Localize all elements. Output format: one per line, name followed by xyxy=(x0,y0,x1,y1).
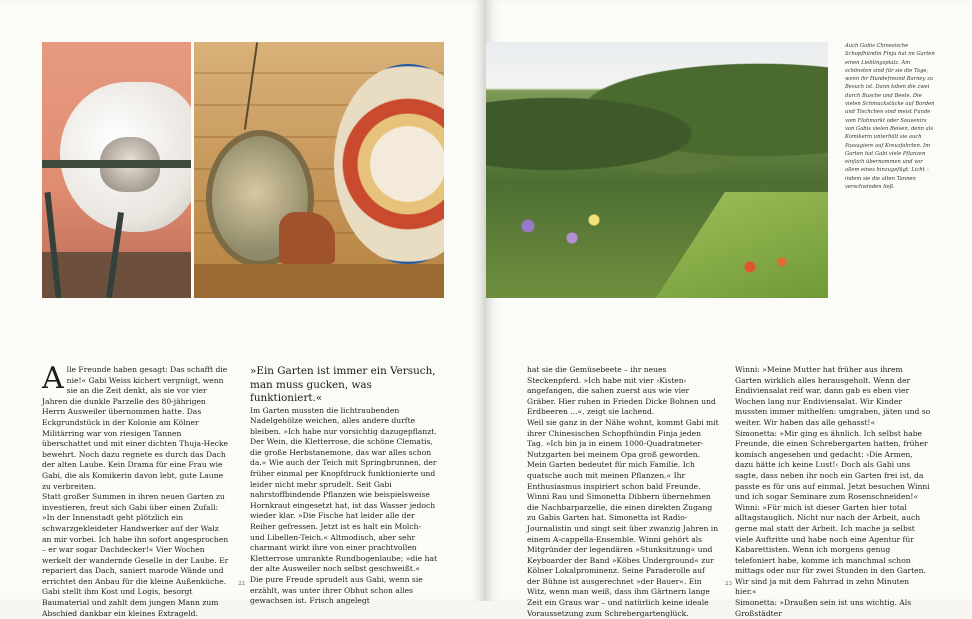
paragraph: Statt großer Summen in ihren neuen Garten zu investieren, freut sich Gabi über einen Zufall: »In der Innenstadt geht plötzlich ein schwarzgekleideter Handwerker auf der Walz an mir vorbei. Ich habe ihn sofort angesprochen – er war sogar Dachdecker!« Vier Wochen werkelt der wandernde Geselle in der Laube. Er repariert das Dach, saniert marode Wände und errichtet den Anbau für die kleine Außenküche. Gabi stellt ihm Kost und Logis, besorgt Baumaterial und zahlt dem jungen Mann zum Abschied dankbar ein kleines Extrageld. xyxy=(42,492,229,618)
photo-mirror-and-plate xyxy=(194,42,444,298)
photo-caption: Auch Gabis Chinesische Schopfhündin Finja hat im Garten einen Lieblingsplatz. Am schönsten sind für sie die Tage, wenn ihr Hundefreund Barney zu Besuch ist. Dann toben die zwei durch Busche und Beete. Die vielen Schmuckstücke auf Borden und Tischchen sind meist Funde vom Flohmarkt oder Souvenirs von Gabis vielen Reisen, denn als Komikerin unterhält sie auch Passagiere auf Kreuzfahrten. Im Garten hat Gabi viele Pflanzen einfach übernommen und vor allem eines hinzugefügt: Licht – indem sie die alten Tannen verschwinden ließ. xyxy=(845,43,935,191)
drop-cap: A xyxy=(42,361,64,396)
paragraph: Simonetta: »Draußen sein ist uns wichtig. Als Großstädter xyxy=(735,598,912,618)
paragraph: Winni: »Für mich ist dieser Garten hier total alltagstauglich. Nicht nur nach der Arbeit, auch gerne mal statt der Arbeit. Ich mache ja selbst viele Auftritte und habe noch eine Agentur für Kabarettisten. Wenn ich morgens genug telefoniert habe, komme ich manchmal schon mittags oder nur für zwei Stunden in den Garten. Wir sind ja mit dem Fahrrad in zehn Minuten hier.« xyxy=(735,502,926,597)
page-number-right: 23 xyxy=(725,581,733,587)
photo-dog-on-chair xyxy=(42,42,191,298)
left-page xyxy=(0,0,484,618)
paragraph: hat sie die Gemüsebeete – ihr neues Steckenpferd. »Ich habe mit vier ›Kisten‹ angefangen, die sahen zuerst aus wie vier Gräber. Hier ruhen in Frieden Dicke Bohnen und Erdbeeren ...«, zeigt sie lachend. xyxy=(527,365,716,417)
paragraph: Weil sie ganz in der Nähe wohnt, kommt Gabi mit ihrer Chinesischen Schopfhündin Finja jeden Tag. »Ich bin ja in einem 1000-Quadratmeter-Nutzgarten bei meinem Opa groß geworden. Mein Garten bedeutet für mich Familie. Ich quatsche auch mit meinen Pflanzen.« Ihr Enthusiasmus inspiriert schon bald Freunde. Winni Rau und Simonetta Dibbern übernehmen die Nachbarparzelle, die einen direkten Zugang zu Gabis Garten hat. Simonetta ist Radio-Journalistin und singt seit über zwanzig Jahren in einem A-cappella-Ensemble. Winni gehört als Mitgründer der legendären »Stunksitzung« und Keyboarder der Band »Köbes Underground« zur Kölner Lokalprominenz. Seine Paraderolle auf der Bühne ist ausgerechnet »der Bauer«. Ein Witz, wenn man weiß, dass ihm Gärtnern lange Zeit ein Graus war – und natürlich keine ideale Voraussetzung zum Schrebergartenglück. xyxy=(527,417,719,618)
paragraph: Winni: »Meine Mutter hat früher aus ihrem Garten wirklich alles herausgeholt. Wenn der Endiviensalat reif war, dann gab es eben vier Wochen lang nur Endiviensalat. Wir Kinder mussten immer mithelfen: umgraben, jäten und so weiter. Wir haben das alle gehasst!« xyxy=(735,365,931,427)
photo-wooden-figure xyxy=(279,212,335,264)
photo-trees xyxy=(486,62,828,182)
text-column-3 xyxy=(527,365,719,619)
paragraph: Alle Freunde haben gesagt: Das schafft die nie!« Gabi Weiss kichert vergnügt, wenn sie an die Zeit denkt, als sie vor vier Jahren die dunkle Parzelle des 80-jährigen Herrn Ausweiler übernommen hatte. Das Eckgrundstück in der Kolonie am Kölner Militärring war von riesigen Tannen überschattet und mit einer dichten Thuja-Hecke bewehrt. Noch dazu regnete es durch das Dach der alten Laube. Kein Drama für eine Frau wie Gabi, die als Komikerin davon lebt, gute Laune zu verbreiten. xyxy=(42,361,229,491)
photo-garden xyxy=(486,42,828,298)
paragraph: Die pure Freude sprudelt aus Gabi, wenn sie erzählt, was unter ihrer Obhut schon alles gewachsen ist. Frisch angelegt xyxy=(250,575,423,606)
text-column-1 xyxy=(42,361,230,619)
photo-chair-seat xyxy=(42,160,191,168)
page-number-left: 22 xyxy=(238,581,246,587)
text-column-4 xyxy=(735,365,931,619)
pull-quote: »Ein Garten ist immer ein Versuch, man muss gucken, was funktioniert.« xyxy=(250,365,436,404)
photo-shelf xyxy=(194,264,444,298)
right-page xyxy=(486,0,972,618)
paragraph: Im Garten mussten die lichtraubenden Nadelgehölze weichen, alles andere durfte bleiben. »Ich habe nur vorsichtig dazugepflanzt. Der Wein, die Kletterrose, die schöne Clematis, die große Herbstanemone, das war alles schon da.« Wie auch der Teich mit Springbrunnen, der früher einmal per Knopfdruck funktionierte und leider nicht mehr sprudelt. Seit Gabi nahrstoffbindende Pflanzen wie beispielsweise Hornkraut eingesetzt hat, ist das Wasser jedoch wieder klar. »Die Fische hat leider alle der Reiher gefressen. Jetzt ist es halt ein Molch- und Libellen-Teich.« Altmodisch, aber sehr charmant wirkt ihre von einer prachtvollen Kletterrose umrankte Rundbogenlaube; »die hat der alte Ausweiler noch selbst geschweißt.« xyxy=(250,405,438,574)
paragraph: Simonetta: »Mir ging es ähnlich. Ich selbst habe Freunde, die einen Schrebergarten hatten, früher komisch angesehen und gedacht: ›Die Armen, dazu hätte ich keine Lust!‹ Doch als Gabi uns sagte, dass neben ihr noch ein Garten frei ist, da passte es für uns auf einmal. Jetzt besuchen Winni und ich sogar Seminare zum Rosenschneiden!« xyxy=(735,428,930,502)
text-column-2 xyxy=(250,365,438,607)
photo-flowers-orange xyxy=(726,242,806,292)
photo-flowers-purple xyxy=(506,202,616,262)
